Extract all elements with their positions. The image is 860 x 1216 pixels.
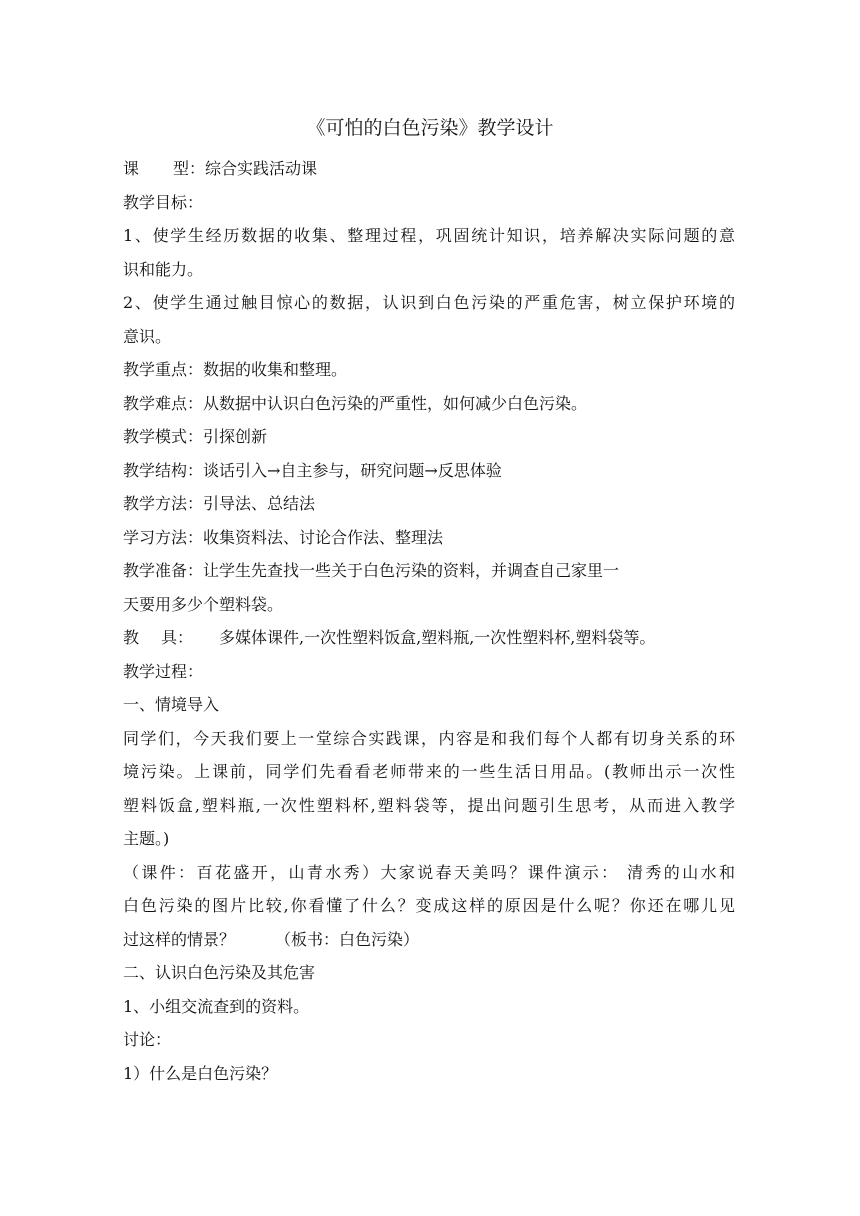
- preparation-line-1: 教学准备：让学生先查找一些关于白色污染的资料，并调查自己家里一: [123, 561, 620, 580]
- tools-text: 多媒体课件,一次性塑料饭盒,塑料瓶,一次性塑料杯,塑料袋等。: [219, 628, 656, 647]
- teaching-tools-line: [123, 621, 735, 655]
- section-1-heading: 一、情境导入: [123, 695, 220, 714]
- teaching-mode-line: 教学模式：引探创新: [123, 427, 268, 446]
- key-point-line: 教学重点：数据的收集和整理。: [123, 360, 348, 379]
- courseware-text-a: （课件：百花盛开，山青水秀）大家说春天美吗？课件演示：: [123, 862, 620, 882]
- course-type-text: 型：综合实践活动课: [173, 159, 318, 178]
- teaching-structure-line: 教学结构：谈话引入→自主参与，研究问题→反思体验: [123, 460, 502, 480]
- courseware-line-1: [123, 856, 735, 890]
- difficulty-line: 教学难点：从数据中认识白色污染的严重性，如何减少白色污染。: [123, 393, 588, 413]
- course-type-line: [123, 152, 735, 186]
- goal-1-line-2: 识和能力。: [123, 259, 204, 279]
- label-jiao: 教: [123, 628, 140, 647]
- document-body: [123, 152, 735, 1090]
- teaching-goals-heading: 教学目标：: [123, 192, 204, 212]
- courseware-line-3: [123, 923, 735, 957]
- courseware-text-c: 过这样的情景？: [123, 929, 236, 949]
- preparation-line-2: 天要用多少个塑料袋。: [123, 594, 284, 614]
- label-ju: 具：: [161, 628, 194, 647]
- goal-1-line-1: 1、使学生经历数据的收集、整理过程，巩固统计知识，培养解决实际问题的意: [123, 226, 735, 245]
- goal-2-line-2: 意识。: [123, 326, 172, 346]
- discussion-heading: 讨论：: [123, 1030, 172, 1049]
- blackboard-note: （板书：白色污染）: [275, 929, 420, 949]
- document-title: 《可怕的白色污染》教学设计: [306, 117, 554, 139]
- intro-line-3: 塑料饭盒,塑料瓶,一次性塑料杯,塑料袋等，提出问题引生思考，从而进入教学: [123, 795, 735, 815]
- label-ke: 课: [123, 159, 140, 178]
- courseware-text-b: 清秀的山水和: [627, 862, 735, 882]
- intro-line-1: 同学们，今天我们要上一堂综合实践课，内容是和我们每个人都有切身关系的环: [123, 728, 735, 748]
- goal-2-line-1: 2、使学生通过触目惊心的数据，认识到白色污染的严重危害，树立保护环境的: [123, 293, 735, 312]
- teaching-process-heading: 教学过程：: [123, 661, 204, 681]
- group-exchange-line: 1、小组交流查到的资料。: [123, 996, 310, 1016]
- courseware-line-2: 白色污染的图片比较,你看懂了什么？变成这样的原因是什么呢？你还在哪儿见: [123, 896, 735, 915]
- section-2-heading: 二、认识白色污染及其危害: [123, 963, 316, 982]
- teaching-method-line: 教学方法：引导法、总结法: [123, 494, 316, 513]
- question-1-line: 1）什么是白色污染？: [123, 1063, 278, 1083]
- intro-line-4: 主题。): [123, 829, 170, 848]
- learning-method-line: 学习方法：收集资料法、讨论合作法、整理法: [123, 527, 444, 547]
- intro-line-2: 境污染。上课前，同学们先看看老师带来的一些生活日用品。(教师出示一次性: [123, 762, 735, 781]
